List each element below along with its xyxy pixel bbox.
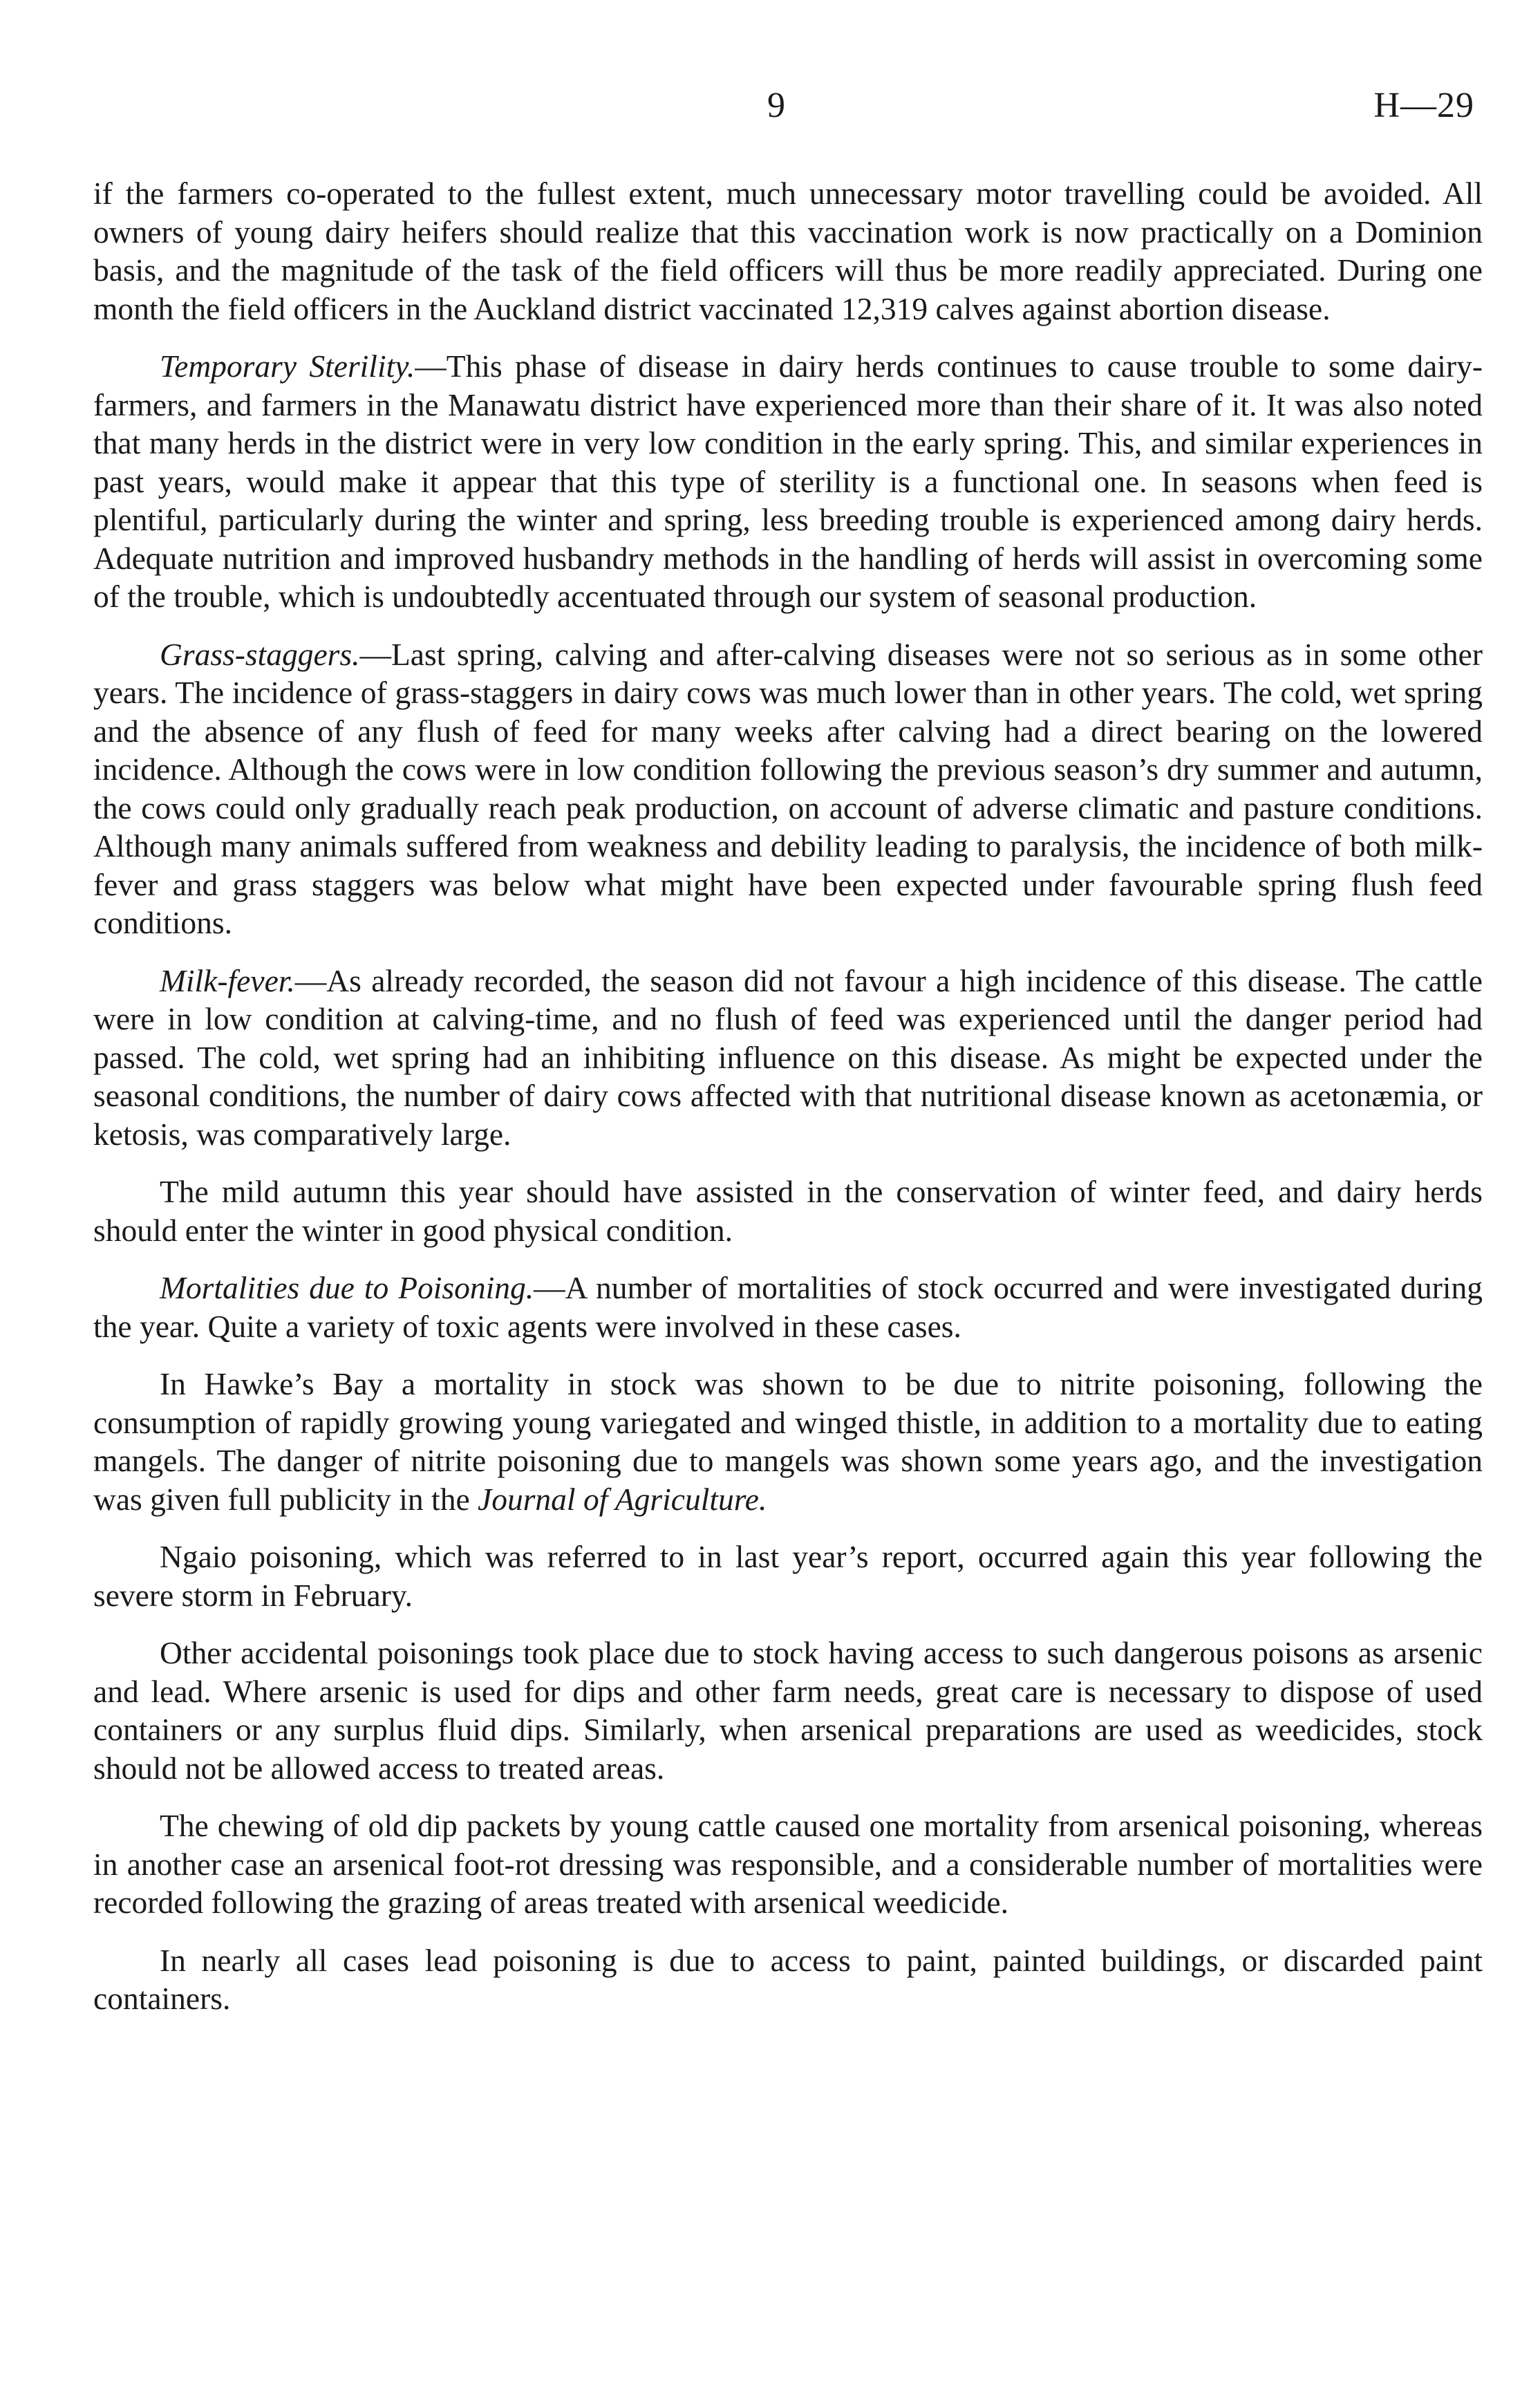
paragraph-ngaio-poisoning: Ngaio poisoning, which was referred to in last year’s report, occurred again this year following the severe storm in February.	[93, 1539, 1483, 1613]
journal-title: Journal of Agriculture.	[478, 1481, 767, 1517]
page-body	[93, 174, 1483, 2037]
page-header	[0, 82, 1540, 130]
paragraph-vaccination-continued: if the farmers co-operated to the fullest extent, much unnecessary motor travelling could be avoided. All owners of young dairy heifers should realize that this vaccination work is now practically on a Dominion basis, and the magnitude of the task of the field officers will thus be more readily appreciated. During one month the field officers in the Auckland district vaccinated 12,319 calves against abortion disease.	[93, 176, 1483, 326]
section-heading-grass-staggers: Grass-staggers.	[160, 636, 360, 672]
paragraph-mortalities-poisoning	[93, 1269, 1483, 1345]
paragraph-text: —This phase of disease in dairy herds continues to cause trouble to some dairy-farmers, and farmers in the Manawatu district have experienced more than their share of it. It was also noted that many herds in the district were in very low condition in the early spring. This, and similar experiences in past years, would make it appear that this type of sterility is a functional one. In seasons when feed is plentiful, particularly during the winter and spring, less breeding trouble is experienced among dairy herds. Adequate nutrition and improved husbandry methods in the handling of herds will assist in overcoming some of the trouble, which is undoubtedly accentuated through our system of seasonal production.	[93, 348, 1483, 614]
paragraph-text: —As already recorded, the season did not favour a high incidence of this disease. The cattle were in low condition at calving-time, and no flush of feed was experienced until the danger period had passed. The cold, wet spring had an inhibiting influence on this disease. As might be expected under the seasonal conditions, the number of dairy cows affected with that nutritional disease known as acetonæmia, or ketosis, was comparatively large.	[93, 962, 1483, 1152]
section-heading-milk-fever: Milk-fever.	[160, 962, 295, 998]
paragraph-text: In Hawke’s Bay a mortality in stock was shown to be due to nitrite poisoning, following the consumption of rapidly growing young variegated and winged thistle, in addition to a mortality due to eating mangels. The danger of nitrite poisoning due to mangels was shown some years ago, and the investigation was given full publicity in the	[93, 1366, 1483, 1517]
paragraph-text: —A number of mortalities of stock occurred and were investigated during the year. Quite a variety of toxic agents were involved in these cases.	[93, 1270, 1483, 1344]
paragraph-mild-autumn: The mild autumn this year should have assisted in the conservation of winter feed, and dairy herds should enter the winter in good physical condition.	[93, 1174, 1483, 1248]
paragraph-milk-fever	[93, 962, 1483, 1154]
page-number: 9	[767, 86, 785, 125]
section-heading-temporary-sterility: Temporary Sterility.	[160, 348, 415, 384]
paragraph-text: —Last spring, calving and after-calving diseases were not so serious as in some other years. The incidence of grass-staggers in dairy cows was much lower than in other years. The cold, wet spring and the absence of any flush of feed for many weeks after calving had a direct bearing on the lowered incidence. Although the cows were in low condition following the previous season’s dry summer and autumn, the cows could only gradually reach peak production, on account of adverse climatic and pasture conditions. Although many animals suffered from weakness and debility leading to paralysis, the incidence of both milk-fever and grass staggers was below what might have been expected under favourable spring flush feed conditions.	[93, 636, 1483, 940]
section-heading-mortalities-poisoning: Mortalities due to Poisoning.	[160, 1270, 534, 1305]
paragraph-nitrite-poisoning	[93, 1365, 1483, 1518]
paragraph-temporary-sterility	[93, 347, 1483, 616]
paragraph-lead-poisoning: In nearly all cases lead poisoning is due to access to paint, painted buildings, or discarded paint containers.	[93, 1942, 1483, 2016]
paragraph-grass-staggers	[93, 635, 1483, 942]
paragraph-dip-packets: The chewing of old dip packets by young cattle caused one mortality from arsenical poisoning, whereas in another case an arsenical foot-rot dressing was responsible, and a considerable number of mortalities were recorded following the grazing of areas treated with arsenical weedicide.	[93, 1808, 1483, 1920]
paragraph-accidental-poisonings: Other accidental poisonings took place due to stock having access to such dangerous poisons as arsenic and lead. Where arsenic is used for dips and other farm needs, great care is necessary to dispose of used containers or any surplus fluid dips. Similarly, when arsenical preparations are used as weedicides, stock should not be allowed access to treated areas.	[93, 1635, 1483, 1786]
document-code: H—29	[1373, 86, 1474, 125]
